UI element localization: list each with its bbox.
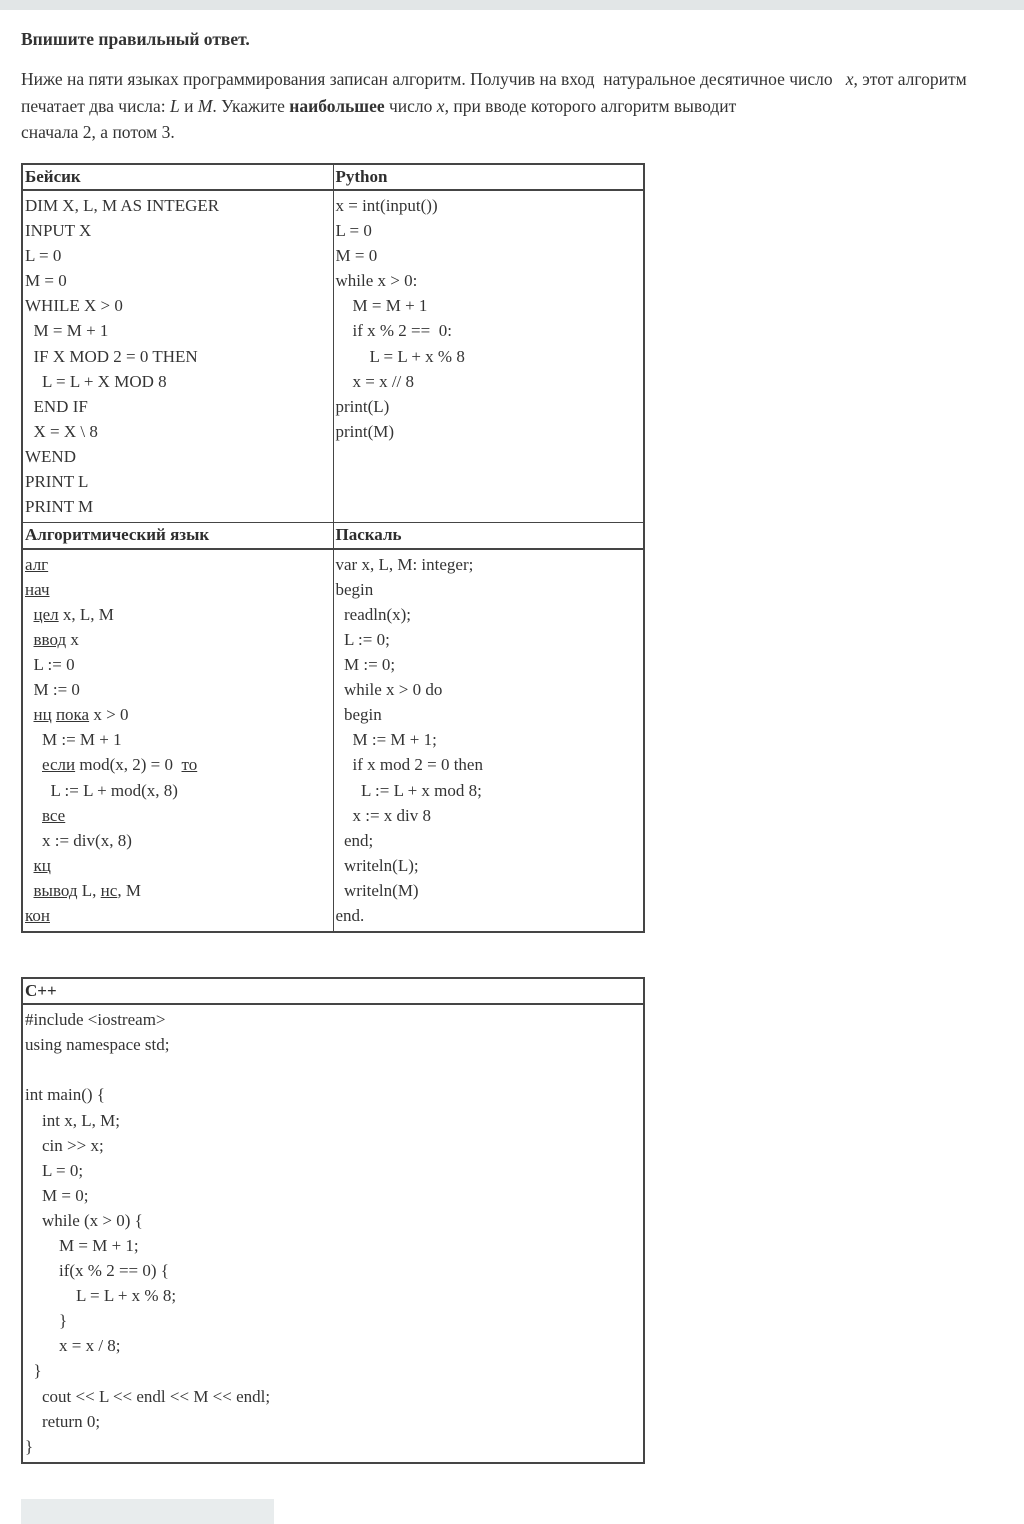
code-line: x = int(input()) <box>335 196 438 215</box>
code-line <box>25 903 333 928</box>
code-cell <box>22 1004 644 1463</box>
keyword-underlined: цел <box>33 604 59 624</box>
code-line: if x % 2 == 0: <box>335 321 452 341</box>
code-line: M = 0 <box>335 246 378 266</box>
code-line: M := 0 <box>25 680 80 700</box>
code-line: } <box>25 1311 68 1331</box>
keyword-underlined: все <box>42 805 66 825</box>
code-line: cin >> x; <box>25 1135 104 1155</box>
question-segment: наибольшее <box>289 95 385 116</box>
code-line <box>25 602 333 627</box>
language-header: Паскаль <box>333 523 644 549</box>
code-line: L := 0 <box>25 655 75 675</box>
code-line: #include <iostream> <box>25 1010 166 1030</box>
code-line: if x mod 2 = 0 then <box>335 755 483 775</box>
code-line: M = 0; <box>25 1185 89 1205</box>
code-line: WEND <box>25 446 76 466</box>
question-segment: . Укажите <box>212 95 290 116</box>
code-line: int x, L, M; <box>25 1110 120 1130</box>
code-text <box>25 705 34 724</box>
keyword-underlined: пока <box>55 705 90 725</box>
code-line: writeln(L); <box>335 855 419 875</box>
keyword-underlined: алг <box>25 554 49 574</box>
code-line: L = L + X MOD 8 <box>25 371 167 391</box>
code-text: x > 0 <box>89 705 129 725</box>
code-line: x := x div 8 <box>335 805 432 825</box>
code-line: var x, L, M: integer; <box>335 554 474 574</box>
code-cell <box>22 190 333 523</box>
code-line: L := L + x mod 8; <box>335 780 482 800</box>
answer-area <box>21 1499 1003 1524</box>
language-header: C++ <box>22 978 644 1004</box>
code-line: X = X \ 8 <box>25 421 98 441</box>
code-line: x := div(x, 8) <box>25 830 132 850</box>
code-line: L := L + mod(x, 8) <box>25 780 178 800</box>
keyword-underlined: кон <box>25 906 50 926</box>
question-segment: сначала 2, а потом 3. <box>21 122 175 142</box>
top-bar <box>0 0 1024 10</box>
code-line: print(L) <box>335 396 390 416</box>
code-line <box>25 752 333 777</box>
code-line: begin <box>335 579 374 599</box>
keyword-underlined: вывод <box>33 880 78 900</box>
code-text <box>25 755 42 774</box>
code-line: L = 0 <box>25 246 62 266</box>
code-line <box>25 627 333 652</box>
code-line: x = x // 8 <box>335 371 415 391</box>
page-title: Впишите правильный ответ. <box>21 29 250 49</box>
code-text: L, <box>77 880 101 900</box>
code-line <box>25 552 333 577</box>
code-text: x <box>66 630 79 649</box>
code-line: return 0; <box>25 1411 101 1431</box>
code-line: PRINT M <box>25 497 94 517</box>
code-line: IF X MOD 2 = 0 THEN <box>25 346 198 366</box>
question-segment: число <box>384 95 437 116</box>
code-cell <box>333 549 644 932</box>
keyword-underlined: если <box>42 755 76 775</box>
code-line: M = M + 1; <box>25 1235 139 1255</box>
code-line: int main() { <box>25 1085 105 1105</box>
keyword-underlined: кц <box>33 855 51 875</box>
question-segment: L <box>169 95 180 116</box>
code-text: mod(x, 2) = 0 <box>75 755 182 775</box>
code-line: while x > 0 do <box>335 680 443 700</box>
code-line: end. <box>335 906 365 926</box>
code-line: M := 0; <box>335 655 396 675</box>
language-header: Python <box>333 164 644 190</box>
keyword-underlined: нс <box>100 880 118 900</box>
cpp-table <box>21 977 645 1464</box>
code-line: M := M + 1; <box>335 730 437 750</box>
code-text: x, L, M <box>58 604 114 624</box>
code-line: if(x % 2 == 0) { <box>25 1261 169 1281</box>
code-line: end; <box>335 830 374 850</box>
code-text <box>25 630 34 649</box>
code-line <box>25 803 333 828</box>
keyword-underlined: ввод <box>33 630 67 649</box>
question-segment: и <box>179 95 198 116</box>
code-text: , M <box>117 880 141 900</box>
code-line: M = M + 1 <box>335 296 428 316</box>
code-cell <box>333 190 644 523</box>
code-line: } <box>25 1361 42 1381</box>
code-line: begin <box>335 705 382 725</box>
code-line: DIM X, L, M AS INTEGER <box>25 196 220 215</box>
question-page <box>0 29 1024 1524</box>
code-line: cout << L << endl << M << endl; <box>25 1386 271 1406</box>
code-line: M = 0 <box>25 271 67 291</box>
code-line <box>25 878 333 903</box>
code-line: print(M) <box>335 421 395 441</box>
keyword-underlined: нц <box>33 705 52 725</box>
question-segment: , при вводе которого алгоритм выводит <box>444 95 737 116</box>
code-line: x = x / 8; <box>25 1336 121 1356</box>
code-text <box>25 605 34 624</box>
code-line: L := 0; <box>335 630 390 649</box>
code-line <box>25 853 333 878</box>
code-text <box>25 806 42 825</box>
question-segment: x <box>436 95 445 116</box>
code-line: L = L + x % 8; <box>25 1286 177 1306</box>
code-line: L = L + x % 8 <box>335 346 465 366</box>
question-segment: Ниже на пяти языках программирования записан алгоритм. Получив на вход натуральное десятичное число <box>21 69 846 89</box>
question-segment: , этот алгоритм <box>853 69 967 89</box>
keyword-underlined: то <box>181 755 198 775</box>
code-line: PRINT L <box>25 472 89 492</box>
code-line <box>25 577 333 602</box>
code-line: M := M + 1 <box>25 730 122 750</box>
question-segment: x <box>845 69 854 89</box>
code-cell <box>22 549 333 932</box>
language-header: Бейсик <box>22 164 333 190</box>
code-line: readln(x); <box>335 604 412 624</box>
code-line: writeln(M) <box>335 880 419 900</box>
code-line: using namespace std; <box>25 1035 170 1055</box>
code-line: WHILE X > 0 <box>25 296 123 316</box>
code-text <box>25 881 34 900</box>
language-header: Алгоритмический язык <box>22 523 333 549</box>
code-line: INPUT X <box>25 221 92 241</box>
question-segment: M <box>197 95 213 116</box>
code-line: M = M + 1 <box>25 321 109 341</box>
code-line: } <box>25 1436 34 1456</box>
languages-table <box>21 163 645 933</box>
code-line <box>25 702 333 727</box>
keyword-underlined: нач <box>25 579 50 599</box>
code-line: while x > 0: <box>335 271 418 291</box>
question-segment: печатает два числа: <box>21 95 170 116</box>
code-line: END IF <box>25 396 88 416</box>
question-text <box>21 66 1003 146</box>
code-line: L = 0; <box>25 1160 84 1180</box>
code-text <box>25 856 34 875</box>
answer-input[interactable] <box>21 1499 274 1524</box>
code-line: while (x > 0) { <box>25 1210 143 1230</box>
code-line: L = 0 <box>335 221 372 241</box>
code-line <box>25 1057 643 1082</box>
